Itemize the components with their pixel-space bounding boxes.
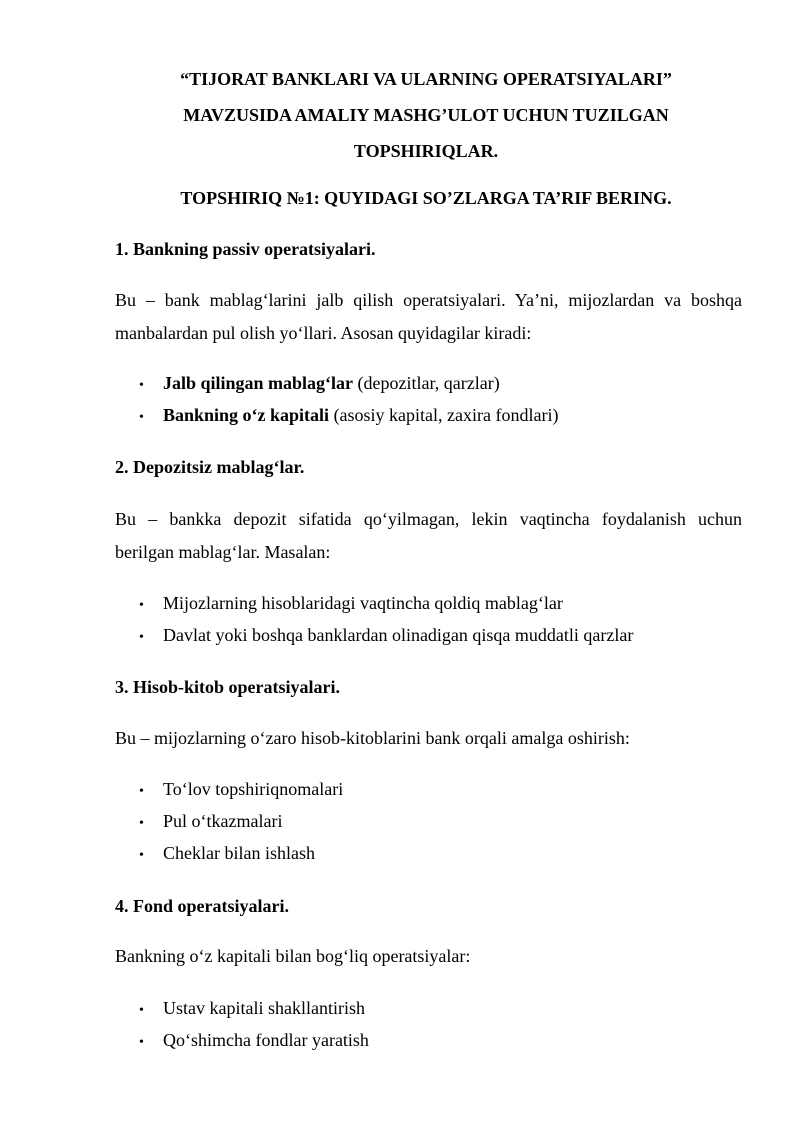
list-item	[139, 367, 558, 399]
bullet-icon: •	[139, 378, 144, 393]
title-line-2: MAVZUSIDA AMALIY MASHG’ULOT UCHUN TUZILGAN	[183, 105, 669, 125]
title-line-3: TOPSHIRIQLAR.	[353, 141, 499, 161]
bullet-icon: •	[139, 816, 144, 831]
list-item	[139, 773, 343, 805]
list-item-text: Davlat yoki boshqa banklardan olinadigan qisqa muddatli qarzlar	[163, 625, 634, 645]
list-item	[139, 399, 558, 431]
section-3-heading: 3. Hisob-kitob operatsiyalari.	[115, 677, 341, 697]
bullet-icon: •	[139, 598, 144, 613]
list-item-text: To‘lov topshiriqnomalari	[163, 779, 344, 799]
bullet-icon: •	[139, 1003, 144, 1018]
section-2-bullet-list	[139, 587, 633, 651]
section-2-paragraph	[115, 503, 742, 569]
list-item-bold: Bankning o‘z kapitali	[163, 405, 330, 425]
section-4-heading: 4. Fond operatsiyalari.	[115, 896, 289, 916]
task-title: TOPSHIRIQ №1: QUYIDAGI SO’ZLARGA TA’RIF BERING.	[180, 188, 672, 208]
list-item	[139, 805, 343, 837]
list-item-bold: Jalb qilingan mablag‘lar	[163, 373, 354, 393]
title-line-1: “TIJORAT BANKLARI VA ULARNING OPERATSIYALARI”	[180, 69, 672, 89]
section-3-bullet-list	[139, 773, 343, 869]
section-1-paragraph	[115, 284, 742, 350]
bullet-icon: •	[139, 784, 144, 799]
section-3-paragraph	[115, 722, 742, 755]
list-item	[139, 837, 343, 869]
section-1-bullet-list	[139, 367, 558, 431]
section-2-paragraph-line-2: berilgan mablag‘lar. Masalan:	[115, 542, 331, 562]
list-item-text: Ustav kapitali shakllantirish	[163, 998, 365, 1018]
section-1-heading: 1. Bankning passiv operatsiyalari.	[115, 239, 376, 259]
bullet-icon: •	[139, 848, 144, 863]
section-4-bullet-list	[139, 992, 369, 1056]
section-4-paragraph	[115, 940, 742, 973]
list-item-text: (depozitlar, qarzlar)	[353, 373, 500, 393]
document-title	[110, 61, 742, 169]
list-item	[139, 1024, 369, 1056]
list-item-text: Qo‘shimcha fondlar yaratish	[163, 1030, 369, 1050]
section-1-paragraph-line-1: Bu – bank mablag‘larini jalb qilish operatsiyalari. Ya’ni, mijozlardan va boshqa	[115, 290, 742, 310]
section-1-paragraph-line-2: manbalardan pul olish yo‘llari. Asosan quyidagilar kiradi:	[115, 323, 532, 343]
list-item	[139, 587, 633, 619]
bullet-icon: •	[139, 630, 144, 645]
list-item-text: Mijozlarning hisoblaridagi vaqtincha qoldiq mablag‘lar	[163, 593, 563, 613]
section-2-paragraph-line-1: Bu – bankka depozit sifatida qo‘yilmagan, lekin vaqtincha foydalanish uchun	[115, 509, 742, 529]
list-item	[139, 619, 633, 651]
bullet-icon: •	[139, 1035, 144, 1050]
list-item-text: Cheklar bilan ishlash	[163, 843, 315, 863]
list-item	[139, 992, 369, 1024]
section-2-heading: 2. Depozitsiz mablag‘lar.	[115, 457, 305, 477]
section-4-paragraph-line-1: Bankning o‘z kapitali bilan bog‘liq operatsiyalar:	[115, 946, 471, 966]
bullet-icon: •	[139, 410, 144, 425]
list-item-text: Pul o‘tkazmalari	[163, 811, 283, 831]
section-3-paragraph-line-1: Bu – mijozlarning o‘zaro hisob-kitoblarini bank orqali amalga oshirish:	[115, 728, 630, 748]
list-item-text: (asosiy kapital, zaxira fondlari)	[329, 405, 559, 425]
